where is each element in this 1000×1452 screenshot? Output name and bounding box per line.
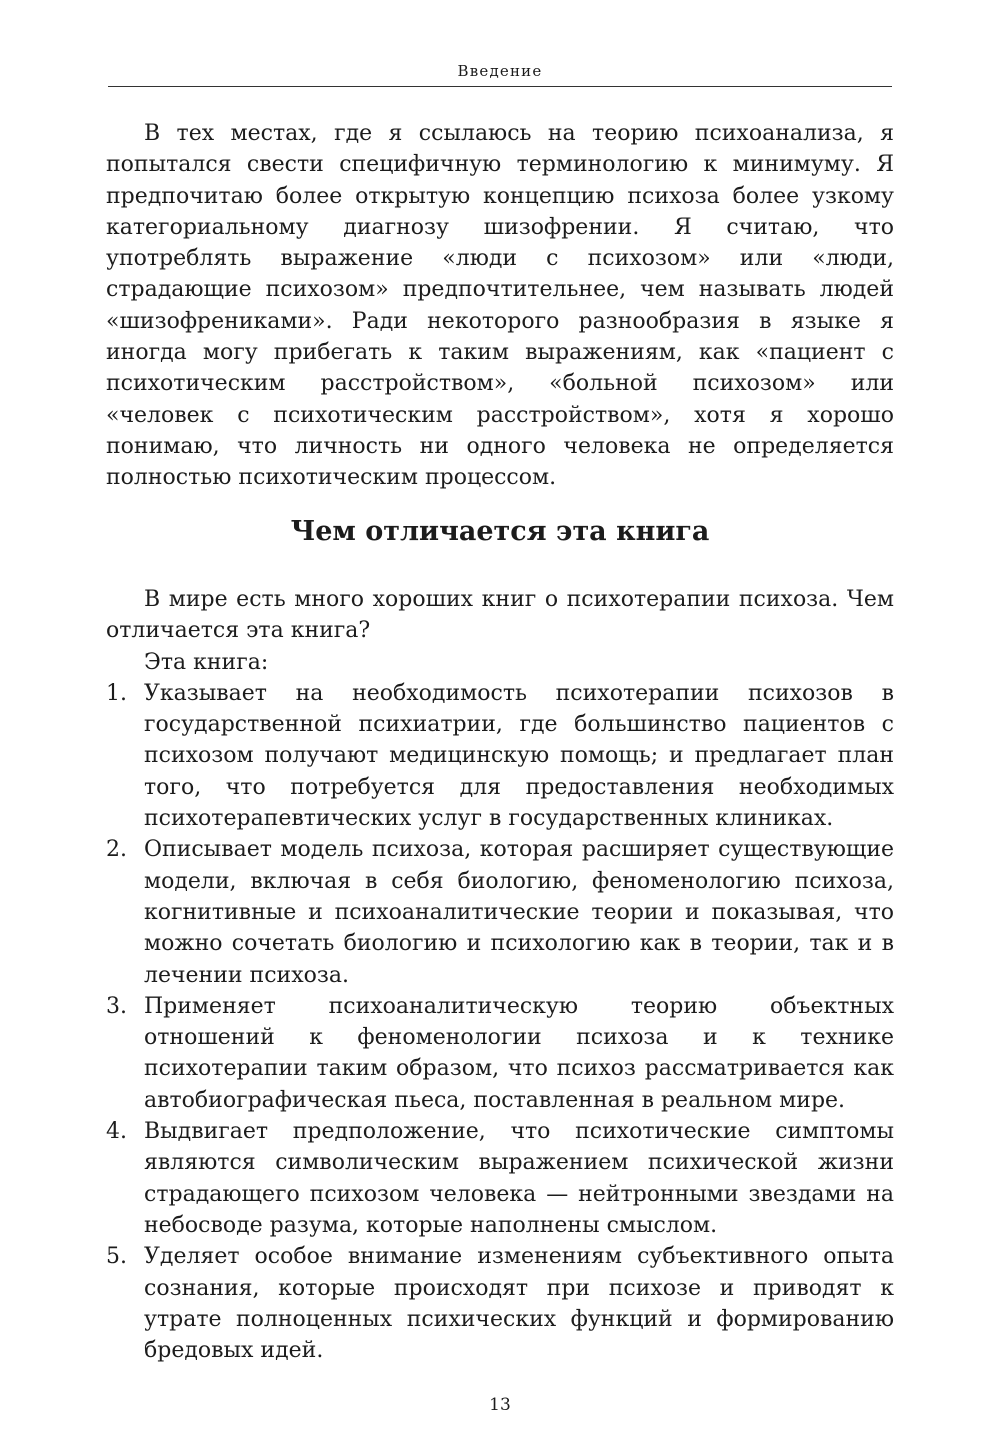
section-body [106, 584, 894, 1366]
intro-paragraph [106, 118, 894, 494]
feature-list [106, 678, 894, 1367]
list-item-number: 2. [106, 837, 127, 863]
section-lead-paragraph: В мире есть много хороших книг о психотерапии психоза. Чем отличается эта книга? [106, 587, 894, 644]
list-item-number: 1. [106, 680, 127, 706]
intro-paragraph-text: В тех местах, где я ссылаюсь на теорию психоанализа, я попытался свести специфичную терминологию к минимуму. Я предпочитаю более открытую концепцию психоза более узкому категориальному диагнозу шизофрении. Я считаю, что употреблять выражение «люди с психозом» или «люди, страдающие психозом» предпочтительнее, чем называть людей «шизофрениками». Ради некоторого разнообразия в языке я иногда могу прибегать к таким выражениям, как «пациент с психотическим расстройством», «больной психозом» или «человек с психотическим расстройством», хотя я хорошо понимаю, что личность ни одного человека не определяется полностью психотическим процессом. [106, 121, 894, 491]
list-item-text: Описывает модель психоза, которая расширяет существующие модели, включая в себя биологию, феноменологию психоза, когнитивные и психоаналитические теории и показывая, что можно сочетать биологию и психологию как в теории, так и в лечении психоза. [144, 837, 894, 988]
list-item [106, 834, 894, 990]
list-item-text: Уделяет особое внимание изменениям субъективного опыта сознания, которые происходят при психозе и приводят к утрате полноценных психических функций и формированию бредовых идей. [144, 1244, 894, 1364]
list-item-number: 5. [106, 1244, 127, 1270]
list-item [106, 991, 894, 1116]
list-intro: Эта книга: [144, 649, 269, 675]
section-heading: Чем отличается эта книга [290, 516, 710, 547]
list-item-text: Применяет психоаналитическую теорию объектных отношений к феноменологии психоза и к технике психотерапии таким образом, что психоз рассматривается как автобиографическая пьеса, поставленная в реальном мире. [144, 993, 894, 1113]
list-item [106, 678, 894, 834]
header-divider [108, 86, 892, 87]
list-item-number: 4. [106, 1119, 127, 1145]
list-item-number: 3. [106, 993, 127, 1019]
running-header: Введение [457, 62, 543, 80]
list-item [106, 1116, 894, 1241]
list-item [106, 1241, 894, 1366]
page-number: 13 [489, 1395, 511, 1415]
list-item-text: Выдвигает предположение, что психотические симптомы являются символическим выражением психической жизни страдающего психозом человека — нейтронными звездами на небосводе разума, которые наполнены смыслом. [144, 1119, 894, 1238]
list-item-text: Указывает на необходимость психотерапии психозов в государственной психиатрии, где большинство пациентов с психозом получают медицинскую помощь; и предлагает план того, что потребуется для предоставления необходимых психотерапевтических услуг в государственных клиниках. [144, 680, 894, 832]
